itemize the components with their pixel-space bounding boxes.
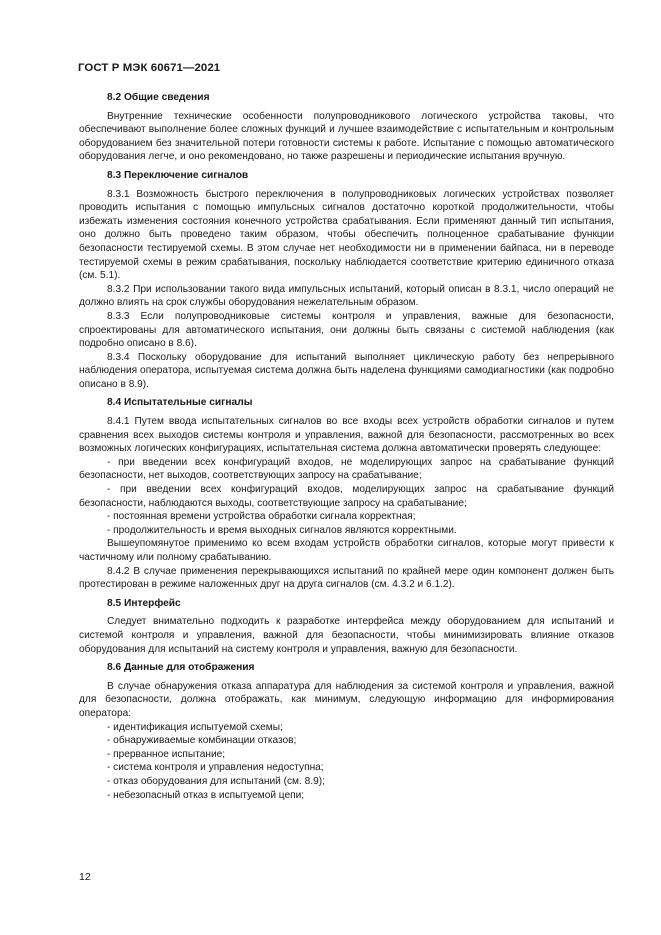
list-item: - отказ оборудования для испытаний (см. 8.9); [107, 775, 325, 787]
list-item: - при введении всех конфигураций входов, не моделирующих запрос на срабатывание функций безопасности, нет выходов, соответствующих запросу на срабатывание; [79, 456, 614, 482]
list-item: - обнаруживаемые комбинации отказов; [107, 735, 297, 747]
list-item: - небезопасный отказ в испытуемой цепи; [107, 789, 305, 801]
paragraph: 8.3.3 Если полупроводниковые системы контроля и управления, важные для безопасности, спроектированы для автоматического испытания, они должны быть связаны с системой наблюдения (как подробно описано в 8.6). [79, 310, 614, 350]
section-title-8-3: 8.3 Переключение сигналов [107, 169, 249, 181]
section-title-8-6: 8.6 Данные для отображения [107, 662, 255, 674]
list-item: - постоянная времени устройства обработки сигнала корректная; [107, 511, 416, 523]
paragraph: Вышеупомянутое применимо ко всем входам устройств обработки сигналов, которые могут привести к частичному или полному срабатыванию. [79, 538, 614, 563]
document-header: ГОСТ Р МЭК 60671—2021 [78, 62, 221, 74]
paragraph: 8.3.4 Поскольку оборудование для испытаний выполняет циклическую работу без непрерывного наблюдения оператора, испытуемая система должна быть наделена функциями самодиагностики (как подробно описано в 8.9). [79, 351, 614, 390]
paragraph: 8.3.2 При использовании такого вида импульсных испытаний, который описан в 8.3.1, число операций не должно влиять на срок службы оборудования нежелательным образом. [79, 283, 614, 309]
page-number: 12 [79, 871, 91, 883]
list-item: - прерванное испытание; [107, 748, 226, 760]
paragraph: 8.4.1 Путем ввода испытательных сигналов во все входы всех устройств обработки сигналов и путем сравнения всех выходов системы контроля и управления, важной для безопасности, рассмотренных во всех возможных логических конфигурациях, испытательная система должна автоматически проверять следующее: [79, 416, 614, 455]
paragraph: Внутренние технические особенности полупроводникового логического устройства таковы, что обеспечивают выполнение более сложных функций и лучшее взаимодействие с испытательным и контрольным оборудованием без значительной потери готовности системы к работе. Испытание с помощью автоматического оборудования легче, и оно рекомендовано, но также разрешены и периодические испытания вручную. [79, 110, 614, 163]
paragraph: В случае обнаружения отказа аппаратура для наблюдения за системой контроля и управления, важной для безопасности, должна отображать, как минимум, следующую информацию для информирования оператора: [79, 680, 614, 719]
paragraph: 8.4.2 В случае применения перекрывающихся испытаний по крайней мере один компонент должен быть протестирован в режиме наложенных друг на друга сигналов (см. 4.3.2 и 6.1.2). [79, 565, 614, 591]
list-item: - идентификация испытуемой схемы; [107, 721, 283, 733]
paragraph: 8.3.1 Возможность быстрого переключения в полупроводниковых логических устройствах позволяет проводить испытания с помощью импульсных сигналов достаточно короткой продолжительности, чтобы избежать изменения состояния конечного устройства срабатывания. Если применяют данный тип испытания, оно должно быть проведено таким образом, чтобы обеспечить полноценное срабатывание функции безопасности тестируемой схемы. В этом случае нет необходимости ни в применении байпаса, ни в переводе тестируемой схемы в режим срабатывания, поскольку наблюдается соответствие критерию единичного отказа (см. 5.1). [79, 188, 614, 282]
section-title-8-4: 8.4 Испытательные сигналы [107, 397, 253, 409]
paragraph: Следует внимательно подходить к разработке интерфейса между оборудованием для испытаний и системой контроля и управления, важной для безопасности, чтобы минимизировать влияние отказов оборудования для испытаний на систему контроля и управления, важную для безопасности. [79, 616, 614, 655]
list-item: - система контроля и управления недоступна; [107, 762, 324, 774]
document-body [79, 91, 614, 802]
section-title-8-5: 8.5 Интерфейс [107, 597, 181, 609]
section-title-8-2: 8.2 Общие сведения [107, 92, 210, 103]
list-item: - при введении всех конфигураций входов, моделирующих запрос на срабатывание функций безопасности, наблюдаются выходы, соответствующие запросу на срабатывание; [79, 484, 614, 509]
list-item: - продолжительность и время выходных сигналов являются корректными. [107, 524, 457, 536]
